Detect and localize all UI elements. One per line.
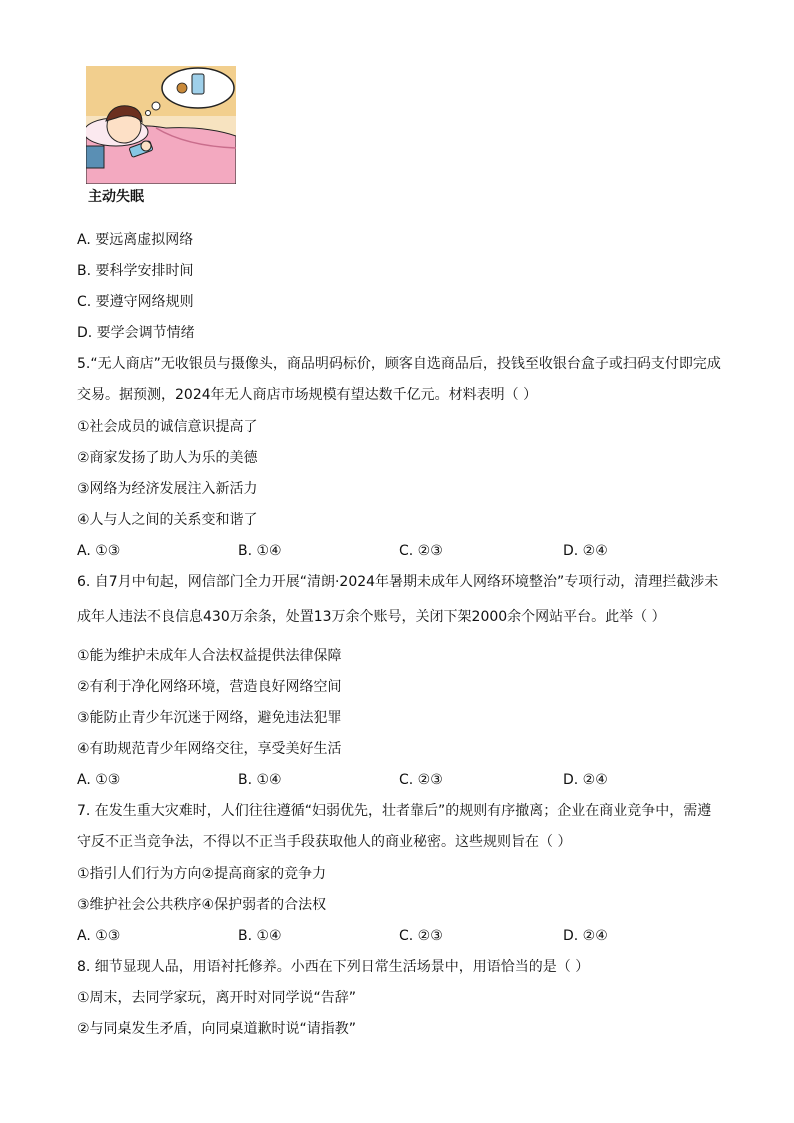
q6-statement-3: ③能防止青少年沉迷于网络，避免违法犯罪 — [77, 710, 342, 726]
q5-choice-b: B. ①④ — [238, 543, 282, 559]
q6-stem-line2: 成年人违法不良信息430万余条，处置13万余个账号，关闭下架2000余个网站平台。此举（ ） — [77, 609, 666, 625]
q6-choice-c: C. ②③ — [399, 772, 443, 788]
q7-choice-b: B. ①④ — [238, 928, 282, 944]
q7-stem-line2: 守反不正当竞争法，不得以不正当手段获取他人的商业秘密。这些规则旨在（ ） — [77, 834, 572, 850]
q6-statement-1: ①能为维护未成年人合法权益提供法律保障 — [77, 648, 342, 664]
q6-choice-d: D. ②④ — [563, 772, 608, 788]
q7-stem-line1: 7. 在发生重大灾难时，人们往往遵循“妇弱优先，壮者靠后”的规则有序撤离；企业在商业竞争中，需遵 — [77, 803, 712, 819]
q6-stem-line1: 6. 自7月中旬起，网信部门全力开展“清朗·2024年暑期未成年人网络环境整治”专项行动，清理拦截涉未 — [77, 574, 719, 590]
q4-option-c: C. 要遵守网络规则 — [77, 294, 194, 310]
insomnia-illustration — [86, 66, 236, 184]
q4-option-b: B. 要科学安排时间 — [77, 263, 194, 279]
q7-statement-2: ③维护社会公共秩序④保护弱者的合法权 — [77, 897, 327, 913]
q7-choice-d: D. ②④ — [563, 928, 608, 944]
q5-stem-line2: 交易。据预测，2024年无人商店市场规模有望达数千亿元。材料表明（ ） — [77, 387, 538, 403]
q7-statement-1: ①指引人们行为方向②提高商家的竞争力 — [77, 866, 327, 882]
q5-stem-line1: 5.“无人商店”无收银员与摄像头，商品明码标价，顾客自选商品后，投钱至收银台盒子或扫码支付即完成 — [77, 356, 721, 372]
q5-statement-2: ②商家发扬了助人为乐的美德 — [77, 450, 258, 466]
q6-choice-a: A. ①③ — [77, 772, 121, 788]
q5-statement-3: ③网络为经济发展注入新活力 — [77, 481, 258, 497]
q5-choice-a: A. ①③ — [77, 543, 121, 559]
q4-option-d: D. 要学会调节情绪 — [77, 325, 195, 341]
q8-statement-1: ①周末，去同学家玩，离开时对同学说“告辞” — [77, 990, 357, 1006]
q5-statement-4: ④人与人之间的关系变和谐了 — [77, 512, 258, 528]
q7-choice-a: A. ①③ — [77, 928, 121, 944]
q5-statement-1: ①社会成员的诚信意识提高了 — [77, 419, 258, 435]
q5-choice-c: C. ②③ — [399, 543, 443, 559]
q7-choice-c: C. ②③ — [399, 928, 443, 944]
q6-choice-b: B. ①④ — [238, 772, 282, 788]
q6-statement-2: ②有利于净化网络环境，营造良好网络空间 — [77, 679, 342, 695]
q5-choice-d: D. ②④ — [563, 543, 608, 559]
figure-caption: 主动失眠 — [88, 189, 144, 205]
q8-statement-2: ②与同桌发生矛盾，向同桌道歉时说“请指教” — [77, 1021, 357, 1037]
q8-stem-line1: 8. 细节显现人品，用语衬托修养。小西在下列日常生活场景中，用语恰当的是（ ） — [77, 959, 590, 975]
q6-statement-4: ④有助规范青少年网络交往，享受美好生活 — [77, 741, 342, 757]
q4-option-a: A. 要远离虚拟网络 — [77, 232, 194, 248]
